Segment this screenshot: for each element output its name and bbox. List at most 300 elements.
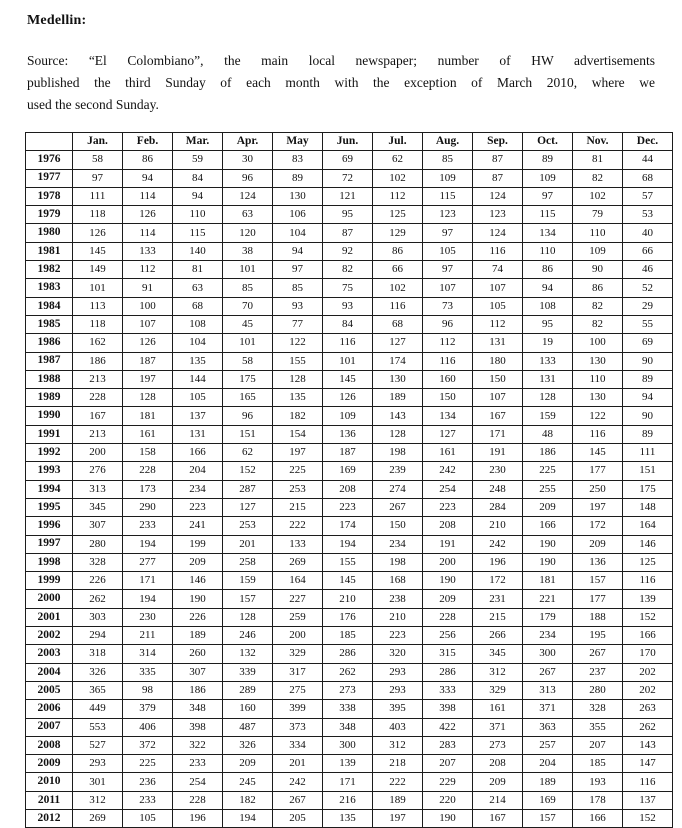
value-cell: 86 [373,242,423,260]
value-cell: 178 [573,791,623,809]
value-cell: 276 [73,462,123,480]
value-cell: 72 [323,169,373,187]
value-cell: 116 [573,425,623,443]
value-cell: 136 [323,425,373,443]
value-cell: 125 [373,206,423,224]
corner-cell [26,133,73,151]
value-cell: 209 [173,553,223,571]
value-cell: 174 [323,517,373,535]
value-cell: 101 [223,334,273,352]
value-cell: 228 [73,389,123,407]
value-cell: 173 [123,480,173,498]
table-row [26,663,673,681]
value-cell: 146 [623,535,673,553]
value-cell: 196 [173,809,223,827]
value-cell: 198 [373,444,423,462]
value-cell: 136 [573,553,623,571]
value-cell: 167 [473,809,523,827]
table-row [26,206,673,224]
table-row [26,480,673,498]
value-cell: 145 [323,572,373,590]
value-cell: 126 [123,334,173,352]
value-cell: 185 [573,755,623,773]
value-cell: 105 [123,809,173,827]
value-cell: 188 [573,608,623,626]
value-cell: 130 [573,389,623,407]
value-cell: 126 [73,224,123,242]
value-cell: 91 [123,279,173,297]
value-cell: 160 [223,700,273,718]
value-cell: 204 [173,462,223,480]
value-cell: 143 [623,736,673,754]
value-cell: 87 [473,169,523,187]
value-cell: 112 [423,334,473,352]
value-cell: 307 [73,517,123,535]
value-cell: 53 [623,206,673,224]
value-cell: 114 [123,187,173,205]
value-cell: 211 [123,627,173,645]
value-cell: 102 [373,279,423,297]
value-cell: 30 [223,151,273,169]
value-cell: 230 [123,608,173,626]
value-cell: 98 [123,681,173,699]
table-row [26,389,673,407]
table-row [26,517,673,535]
value-cell: 236 [123,773,173,791]
value-cell: 172 [573,517,623,535]
value-cell: 399 [273,700,323,718]
value-cell: 226 [73,572,123,590]
value-cell: 19 [523,334,573,352]
value-cell: 126 [123,206,173,224]
table-row [26,718,673,736]
value-cell: 328 [73,553,123,571]
value-cell: 157 [573,572,623,590]
value-cell: 210 [473,517,523,535]
table-row [26,553,673,571]
value-cell: 307 [173,663,223,681]
value-cell: 186 [73,352,123,370]
year-cell: 1989 [26,389,73,407]
value-cell: 97 [423,261,473,279]
value-cell: 213 [73,370,123,388]
year-cell: 1984 [26,297,73,315]
table-row [26,279,673,297]
value-cell: 254 [423,480,473,498]
value-cell: 124 [473,187,523,205]
value-cell: 373 [273,718,323,736]
value-cell: 124 [473,224,523,242]
year-cell: 2011 [26,791,73,809]
value-cell: 329 [473,681,523,699]
value-cell: 334 [273,736,323,754]
value-cell: 171 [473,425,523,443]
year-cell: 1997 [26,535,73,553]
monthly-ads-table [25,132,673,828]
value-cell: 191 [423,535,473,553]
value-cell: 108 [173,315,223,333]
value-cell: 122 [273,334,323,352]
value-cell: 146 [173,572,223,590]
year-cell: 2004 [26,663,73,681]
value-cell: 85 [223,279,273,297]
value-cell: 94 [173,187,223,205]
value-cell: 107 [123,315,173,333]
value-cell: 40 [623,224,673,242]
year-cell: 2006 [26,700,73,718]
value-cell: 116 [623,773,673,791]
table-row [26,462,673,480]
value-cell: 90 [623,352,673,370]
value-cell: 186 [173,681,223,699]
value-cell: 371 [523,700,573,718]
value-cell: 355 [573,718,623,736]
value-cell: 314 [123,645,173,663]
value-cell: 127 [423,425,473,443]
value-cell: 487 [223,718,273,736]
value-cell: 143 [373,407,423,425]
value-cell: 70 [223,297,273,315]
value-cell: 157 [523,809,573,827]
value-cell: 112 [473,315,523,333]
value-cell: 223 [423,498,473,516]
value-cell: 242 [473,535,523,553]
source-line: Source: “El Colombiano”, the main local newspaper; number of HW advertisements [27,53,655,68]
value-cell: 398 [173,718,223,736]
value-cell: 317 [273,663,323,681]
value-cell: 87 [473,151,523,169]
value-cell: 112 [373,187,423,205]
value-cell: 379 [123,700,173,718]
value-cell: 48 [523,425,573,443]
value-cell: 62 [373,151,423,169]
year-cell: 2003 [26,645,73,663]
value-cell: 166 [173,444,223,462]
value-cell: 109 [423,169,473,187]
column-header: Oct. [523,133,573,151]
year-cell: 1990 [26,407,73,425]
value-cell: 197 [573,498,623,516]
table-row [26,608,673,626]
table-row [26,315,673,333]
value-cell: 149 [73,261,123,279]
value-cell: 81 [173,261,223,279]
value-cell: 194 [123,535,173,553]
value-cell: 181 [123,407,173,425]
value-cell: 406 [123,718,173,736]
value-cell: 155 [273,352,323,370]
table-row [26,681,673,699]
value-cell: 131 [473,334,523,352]
value-cell: 190 [523,535,573,553]
value-cell: 222 [373,773,423,791]
table-row [26,498,673,516]
value-cell: 104 [273,224,323,242]
value-cell: 210 [373,608,423,626]
value-cell: 242 [423,462,473,480]
value-cell: 345 [73,498,123,516]
table-row [26,791,673,809]
value-cell: 200 [423,553,473,571]
value-cell: 313 [73,480,123,498]
value-cell: 223 [373,627,423,645]
value-cell: 86 [573,279,623,297]
value-cell: 363 [523,718,573,736]
value-cell: 197 [273,444,323,462]
value-cell: 345 [473,645,523,663]
year-cell: 1993 [26,462,73,480]
value-cell: 105 [423,242,473,260]
value-cell: 152 [623,608,673,626]
value-cell: 101 [73,279,123,297]
value-cell: 371 [473,718,523,736]
value-cell: 326 [223,736,273,754]
value-cell: 166 [523,517,573,535]
value-cell: 105 [173,389,223,407]
value-cell: 97 [273,261,323,279]
value-cell: 293 [373,681,423,699]
value-cell: 215 [473,608,523,626]
value-cell: 293 [73,755,123,773]
value-cell: 190 [423,572,473,590]
value-cell: 121 [323,187,373,205]
value-cell: 135 [173,352,223,370]
table-row [26,224,673,242]
value-cell: 109 [573,242,623,260]
value-cell: 190 [173,590,223,608]
value-cell: 216 [323,791,373,809]
value-cell: 68 [173,297,223,315]
value-cell: 527 [73,736,123,754]
value-cell: 223 [323,498,373,516]
value-cell: 189 [373,389,423,407]
source-paragraph [27,50,655,116]
value-cell: 107 [473,279,523,297]
value-cell: 68 [373,315,423,333]
table-row [26,700,673,718]
year-cell: 1987 [26,352,73,370]
value-cell: 38 [223,242,273,260]
value-cell: 135 [323,809,373,827]
value-cell: 97 [423,224,473,242]
value-cell: 147 [623,755,673,773]
value-cell: 233 [173,755,223,773]
value-cell: 209 [473,773,523,791]
value-cell: 167 [473,407,523,425]
value-cell: 170 [623,645,673,663]
value-cell: 172 [473,572,523,590]
year-cell: 2001 [26,608,73,626]
value-cell: 69 [323,151,373,169]
value-cell: 289 [223,681,273,699]
value-cell: 145 [73,242,123,260]
table-row [26,773,673,791]
value-cell: 275 [273,681,323,699]
source-line: used the second Sunday. [27,97,159,112]
table-body [26,151,673,828]
value-cell: 168 [373,572,423,590]
value-cell: 202 [623,681,673,699]
year-cell: 2010 [26,773,73,791]
value-cell: 312 [373,736,423,754]
value-cell: 116 [473,242,523,260]
value-cell: 241 [173,517,223,535]
value-cell: 73 [423,297,473,315]
value-cell: 300 [323,736,373,754]
value-cell: 58 [73,151,123,169]
value-cell: 169 [323,462,373,480]
value-cell: 207 [423,755,473,773]
value-cell: 128 [123,389,173,407]
year-cell: 1976 [26,151,73,169]
value-cell: 301 [73,773,123,791]
value-cell: 58 [223,352,273,370]
value-cell: 133 [523,352,573,370]
value-cell: 150 [473,370,523,388]
value-cell: 175 [623,480,673,498]
value-cell: 29 [623,297,673,315]
value-cell: 348 [323,718,373,736]
year-cell: 1983 [26,279,73,297]
value-cell: 254 [173,773,223,791]
value-cell: 66 [623,242,673,260]
value-cell: 123 [423,206,473,224]
year-cell: 1991 [26,425,73,443]
value-cell: 205 [273,809,323,827]
year-cell: 1988 [26,370,73,388]
value-cell: 246 [223,627,273,645]
value-cell: 245 [223,773,273,791]
value-cell: 280 [73,535,123,553]
value-cell: 87 [323,224,373,242]
value-cell: 225 [273,462,323,480]
value-cell: 83 [273,151,323,169]
value-cell: 210 [323,590,373,608]
value-cell: 123 [473,206,523,224]
value-cell: 197 [373,809,423,827]
value-cell: 228 [123,462,173,480]
value-cell: 335 [123,663,173,681]
year-cell: 2000 [26,590,73,608]
value-cell: 164 [273,572,323,590]
value-cell: 94 [123,169,173,187]
value-cell: 398 [423,700,473,718]
value-cell: 150 [423,389,473,407]
value-cell: 403 [373,718,423,736]
column-header: Jun. [323,133,373,151]
table-row [26,444,673,462]
column-header: Nov. [573,133,623,151]
value-cell: 209 [573,535,623,553]
value-cell: 130 [373,370,423,388]
value-cell: 194 [223,809,273,827]
value-cell: 228 [423,608,473,626]
value-cell: 348 [173,700,223,718]
value-cell: 208 [423,517,473,535]
value-cell: 96 [223,407,273,425]
value-cell: 118 [73,206,123,224]
value-cell: 274 [373,480,423,498]
value-cell: 45 [223,315,273,333]
value-cell: 161 [423,444,473,462]
value-cell: 55 [623,315,673,333]
year-cell: 1977 [26,169,73,187]
value-cell: 333 [423,681,473,699]
table-row [26,535,673,553]
table-row [26,187,673,205]
value-cell: 85 [273,279,323,297]
value-cell: 267 [273,791,323,809]
value-cell: 154 [273,425,323,443]
value-cell: 260 [173,645,223,663]
value-cell: 200 [73,444,123,462]
value-cell: 162 [73,334,123,352]
value-cell: 89 [523,151,573,169]
value-cell: 328 [573,700,623,718]
value-cell: 195 [573,627,623,645]
table-row [26,370,673,388]
value-cell: 115 [523,206,573,224]
value-cell: 166 [623,627,673,645]
value-cell: 116 [373,297,423,315]
value-cell: 106 [273,206,323,224]
value-cell: 125 [623,553,673,571]
value-cell: 85 [423,151,473,169]
value-cell: 111 [623,444,673,462]
value-cell: 286 [423,663,473,681]
value-cell: 326 [73,663,123,681]
year-cell: 1981 [26,242,73,260]
value-cell: 250 [573,480,623,498]
value-cell: 109 [323,407,373,425]
value-cell: 198 [373,553,423,571]
value-cell: 82 [573,315,623,333]
value-cell: 100 [573,334,623,352]
value-cell: 218 [373,755,423,773]
value-cell: 74 [473,261,523,279]
value-cell: 52 [623,279,673,297]
value-cell: 228 [173,791,223,809]
value-cell: 263 [623,700,673,718]
value-cell: 127 [223,498,273,516]
value-cell: 158 [123,444,173,462]
value-cell: 194 [323,535,373,553]
value-cell: 93 [323,297,373,315]
value-cell: 284 [473,498,523,516]
value-cell: 108 [523,297,573,315]
value-cell: 128 [373,425,423,443]
year-cell: 1992 [26,444,73,462]
value-cell: 66 [373,261,423,279]
value-cell: 313 [523,681,573,699]
value-cell: 209 [423,590,473,608]
value-cell: 107 [423,279,473,297]
table-row [26,736,673,754]
value-cell: 258 [223,553,273,571]
table-row [26,590,673,608]
column-header: Jul. [373,133,423,151]
value-cell: 280 [573,681,623,699]
column-header: Mar. [173,133,223,151]
value-cell: 116 [323,334,373,352]
value-cell: 239 [373,462,423,480]
value-cell: 159 [523,407,573,425]
value-cell: 283 [423,736,473,754]
value-cell: 227 [273,590,323,608]
value-cell: 122 [573,407,623,425]
year-cell: 1985 [26,315,73,333]
value-cell: 207 [573,736,623,754]
